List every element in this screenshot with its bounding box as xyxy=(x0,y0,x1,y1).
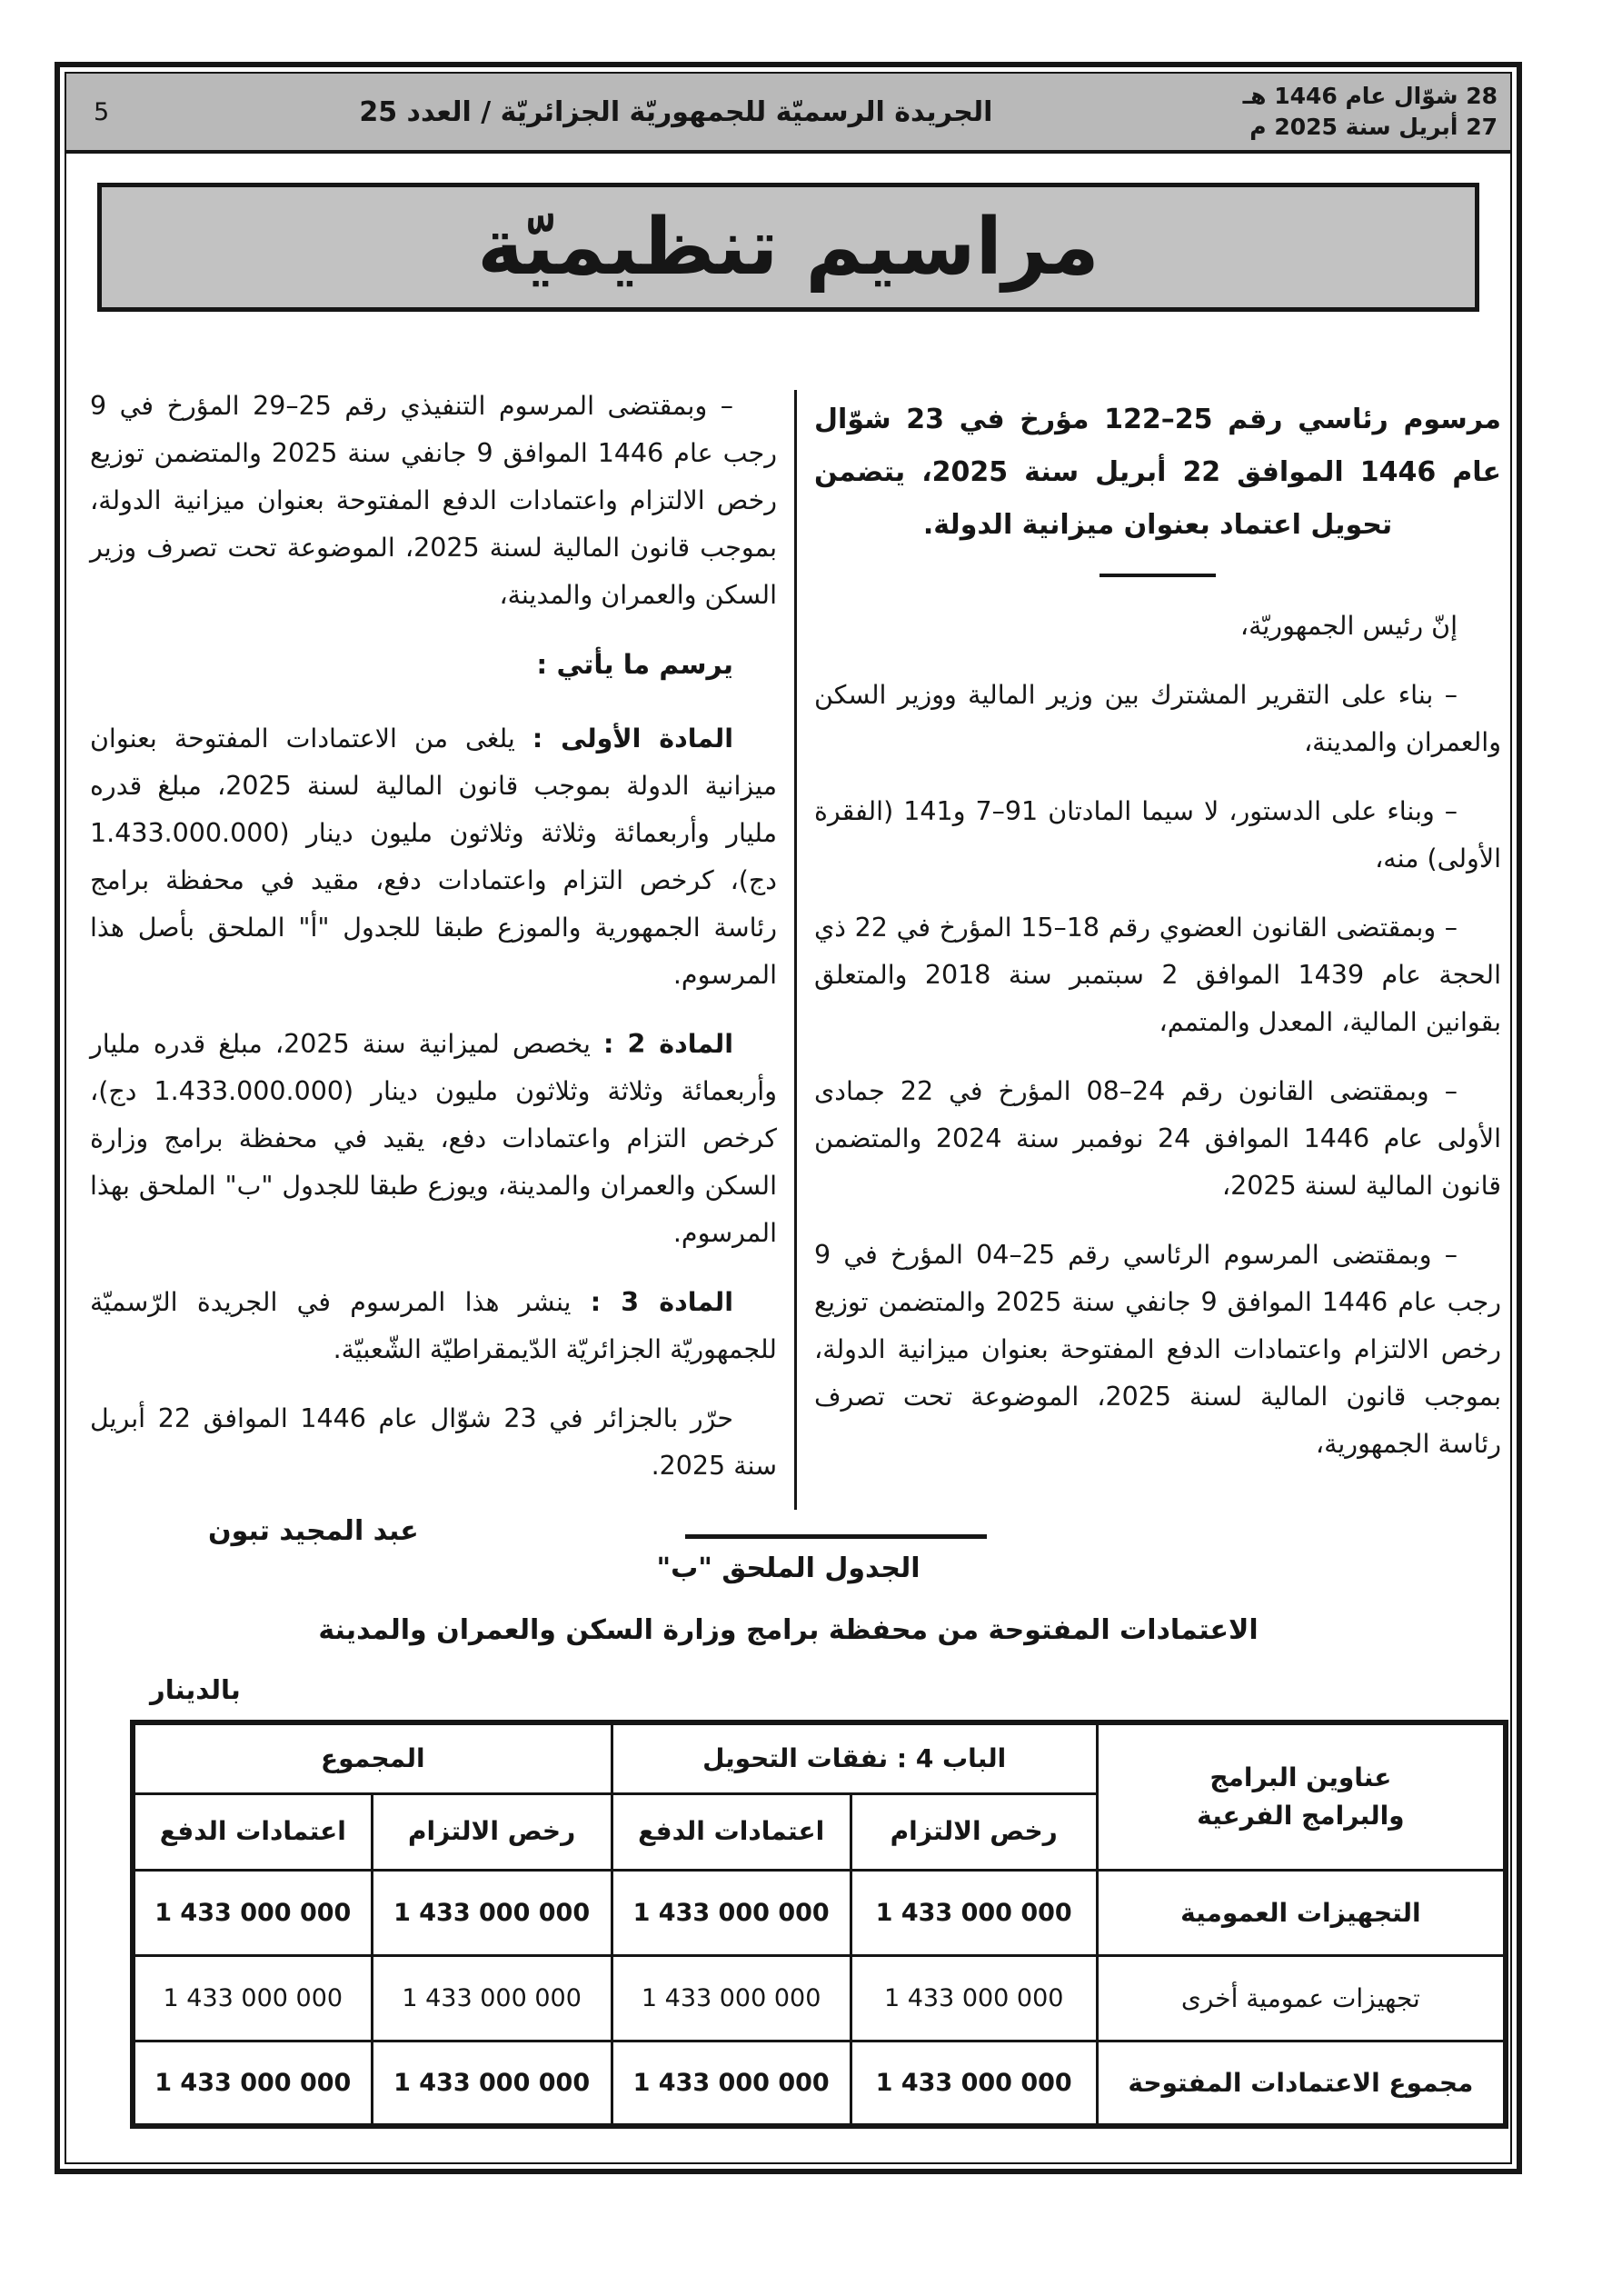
decree-article-1 xyxy=(90,715,777,999)
decree-signing: حرّر بالجزائر في 23 شوّال عام 1446 الموافق 22 أبريل سنة 2025. xyxy=(90,1403,777,1481)
col-group-total: المجموع xyxy=(133,1722,612,1793)
col-header-commitment-chapter: رخص الالتزام xyxy=(851,1793,1097,1870)
decree-visa: – وبمقتضى المرسوم الرئاسي رقم 25–04 المؤرخ في 9 رجب عام 1446 الموافق 9 جانفي سنة 2025 والمتضمن توزيع رخص الالتزام واعتمادات الدفع المفتوحة بعنوان ميزانية الدولة، بموجب قانون المالية لسنة 2025، الموضوعة تحت تصرف رئاسة الجمهورية، xyxy=(814,1240,1502,1459)
article-1-label: المادة الأولى : xyxy=(532,724,734,754)
column-divider-rule xyxy=(794,390,797,1510)
decree-article-3 xyxy=(90,1279,777,1373)
col-header-programs-line1: عناوين البرامج xyxy=(1209,1762,1392,1792)
col-header-programs xyxy=(1097,1722,1506,1870)
masthead-dates xyxy=(1243,81,1510,143)
decree-visa: – وبمقتضى المرسوم التنفيذي رقم 25–29 المؤرخ في 9 رجب عام 1446 الموافق 9 جانفي سنة 2025 والمتضمن توزيع رخص الالتزام واعتمادات الدفع المفتوحة بعنوان ميزانية الدولة، بموجب قانون المالية لسنة 2025، الموضوعة تحت تصرف وزير السكن والعمران والمدينة، xyxy=(90,391,778,610)
row-label: مجموع الاعتمادات المفتوحة xyxy=(1097,2041,1506,2126)
annex-table-wrap xyxy=(130,1720,1508,2129)
decree-opening: إنّ رئيس الجمهوريّة، xyxy=(1239,611,1458,641)
page-number: 5 xyxy=(94,97,110,126)
gregorian-date: 27 أبريل سنة 2025 م xyxy=(1249,114,1498,140)
col-header-payment-chapter: اعتمادات الدفع xyxy=(612,1793,851,1870)
annex-separator-rule xyxy=(685,1534,987,1539)
decree-article-2 xyxy=(90,1021,777,1257)
hijri-date: 28 شوّال عام 1446 هـ xyxy=(1242,83,1498,109)
currency-note: بالدينار xyxy=(150,1674,241,1705)
annex-title: الجدول الملحق "ب" xyxy=(656,1552,920,1584)
value-cell: 1 433 000 000 xyxy=(851,1870,1097,1955)
value-cell: 1 433 000 000 xyxy=(612,1955,851,2041)
decree-title: مرسوم رئاسي رقم 25–122 مؤرخ في 23 شوّال عام 1446 الموافق 22 أبريل سنة 2025، يتضمن تحويل اعتماد بعنوان ميزانية الدولة. xyxy=(814,404,1501,541)
value-cell: 1 433 000 000 xyxy=(133,1870,372,1955)
decree-enactment: يرسم ما يأتي : xyxy=(536,649,733,680)
value-cell: 1 433 000 000 xyxy=(372,1955,612,2041)
value-cell: 1 433 000 000 xyxy=(133,1955,372,2041)
president-signature: عبد المجيد تبون xyxy=(208,1515,419,1547)
article-3-label: المادة 3 : xyxy=(590,1287,733,1317)
table-header-row-groups xyxy=(133,1722,1506,1793)
value-cell: 1 433 000 000 xyxy=(372,1870,612,1955)
value-cell: 1 433 000 000 xyxy=(612,2041,851,2126)
value-cell: 1 433 000 000 xyxy=(851,1955,1097,2041)
value-cell: 1 433 000 000 xyxy=(133,2041,372,2126)
section-banner-title: مراسيم تنظيميّة xyxy=(477,202,1100,293)
decree-visa: – وبمقتضى القانون رقم 24–08 المؤرخ في 22 جمادى الأولى عام 1446 الموافق 24 نوفمبر سنة 2024 والمتضمن قانون المالية لسنة 2025، xyxy=(814,1076,1501,1201)
row-label: التجهيزات العمومية xyxy=(1097,1870,1506,1955)
article-1-text: يلغى من الاعتمادات المفتوحة بعنوان ميزانية الدولة بموجب قانون المالية لسنة 2025، مبلغ قدره مليار وأربعمائة وثلاثة وثلاثون مليون دينار (1.433.000.000 دج)، كرخص التزام واعتمادات دفع، مقيد في محفظة برامج رئاسة الجمهورية والموزع طبقا للجدول "أ" الملحق بأصل هذا المرسوم. xyxy=(90,724,777,990)
table-row-other-equipment xyxy=(133,1955,1506,2041)
title-separator-rule xyxy=(1100,574,1216,577)
decree-visa: – وبناء على الدستور، لا سيما المادتان 91–7 و141 (الفقرة الأولى) منه، xyxy=(814,796,1501,873)
col-header-commitment-total: رخص الالتزام xyxy=(372,1793,612,1870)
decree-visa: – بناء على التقرير المشترك بين وزير المالية ووزير السكن والعمران والمدينة، xyxy=(814,680,1501,757)
decree-column-right xyxy=(814,383,1501,1519)
annex-subtitle: الاعتمادات المفتوحة من محفظة برامج وزارة السكن والعمران والمدينة xyxy=(318,1614,1259,1646)
masthead xyxy=(66,74,1510,154)
table-row-public-equipment xyxy=(133,1870,1506,1955)
decree-column-left xyxy=(90,383,778,1547)
decree-columns xyxy=(90,383,1502,1547)
value-cell: 1 433 000 000 xyxy=(851,2041,1097,2126)
journal-title: الجريدة الرسميّة للجمهوريّة الجزائريّة / العدد 25 xyxy=(359,95,993,128)
col-group-chapter4: الباب 4 : نفقات التحويل xyxy=(612,1722,1097,1793)
decree-visa: – وبمقتضى القانون العضوي رقم 18–15 المؤرخ في 22 ذي الحجة عام 1439 الموافق 2 سبتمبر سنة 2018 والمتعلق بقوانين المالية، المعدل والمتمم، xyxy=(814,913,1501,1037)
table-row-total-credits xyxy=(133,2041,1506,2126)
article-3-text: ينشر هذا المرسوم في الجريدة الرّسميّة للجمهوريّة الجزائريّة الدّيمقراطيّة الشّعبيّة. xyxy=(90,1287,777,1364)
article-2-text: يخصص لميزانية سنة 2025، مبلغ قدره مليار وأربعمائة وثلاثة وثلاثون مليون دينار (1.433.000.000 دج)، كرخص التزام واعتمادات دفع، يقيد في محفظة برامج وزارة السكن والعمران والمدينة، ويوزع طبقا للجدول "ب" الملحق بهذا المرسوم. xyxy=(90,1029,777,1248)
col-header-programs-line2: والبرامج الفرعية xyxy=(1197,1800,1405,1831)
annex-table xyxy=(130,1720,1508,2129)
col-header-payment-total: اعتمادات الدفع xyxy=(133,1793,372,1870)
value-cell: 1 433 000 000 xyxy=(612,1870,851,1955)
section-banner xyxy=(97,183,1479,312)
row-label: تجهيزات عمومية أخرى xyxy=(1097,1955,1506,2041)
article-2-label: المادة 2 : xyxy=(603,1029,733,1059)
value-cell: 1 433 000 000 xyxy=(372,2041,612,2126)
